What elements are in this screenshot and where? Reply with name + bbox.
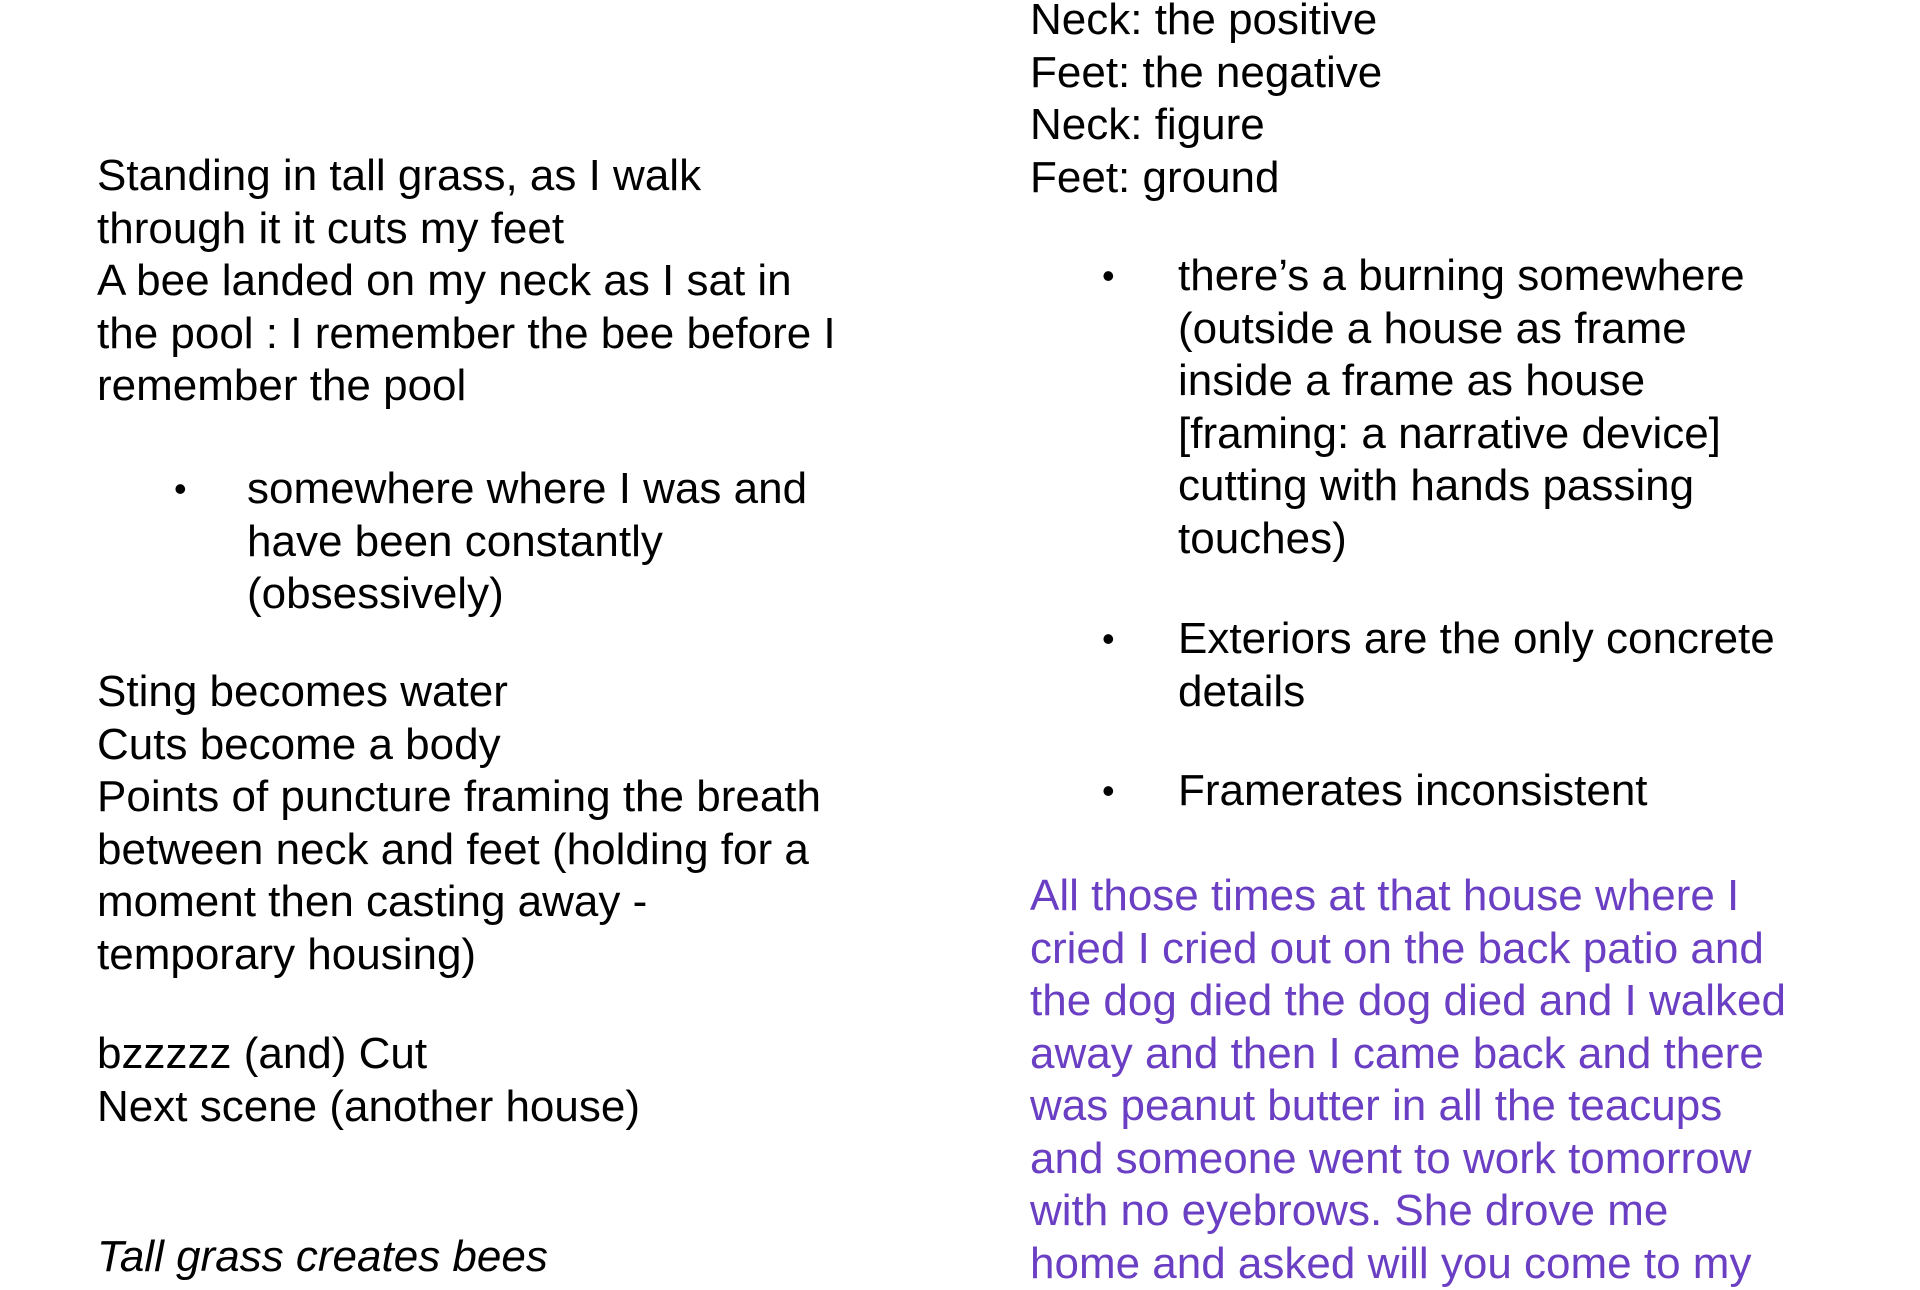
text-line: between neck and feet (holding for a	[97, 824, 821, 877]
paragraph-tall-grass	[97, 150, 836, 413]
italic-line	[97, 1231, 548, 1284]
text-line: the pool : I remember the bee before I	[97, 308, 836, 361]
purple-paragraph	[1030, 870, 1786, 1290]
text-line: cutting with hands passing	[1178, 460, 1860, 513]
text-line: Framerates inconsistent	[1178, 765, 1860, 818]
bullet-item-somewhere	[97, 463, 897, 621]
text-line: A bee landed on my neck as I sat in	[97, 255, 836, 308]
text-line: there’s a burning somewhere	[1178, 250, 1860, 303]
bullet-icon: •	[174, 463, 187, 516]
text-line: Feet: the negative	[1030, 47, 1382, 100]
bullet-text	[247, 463, 897, 621]
text-line: Next scene (another house)	[97, 1081, 640, 1134]
bullet-icon: •	[1102, 250, 1115, 303]
bullet-icon: •	[1102, 613, 1115, 666]
text-line: cried I cried out on the back patio and	[1030, 923, 1786, 976]
bullet-text	[1178, 765, 1860, 818]
text-line: bzzzzz (and) Cut	[97, 1028, 640, 1081]
bullet-text	[1178, 613, 1860, 718]
paragraph-sting	[97, 666, 821, 981]
text-line: Points of puncture framing the breath	[97, 771, 821, 824]
text-line: was peanut butter in all the teacups	[1030, 1080, 1786, 1133]
bullet-item-framerates	[1030, 765, 1860, 818]
bullet-text	[1178, 250, 1860, 565]
text-line: remember the pool	[97, 360, 836, 413]
text-line: the dog died the dog died and I walked	[1030, 975, 1786, 1028]
text-line: home and asked will you come to my	[1030, 1238, 1786, 1290]
text-line: through it it cuts my feet	[97, 203, 836, 256]
text-line: and someone went to work tomorrow	[1030, 1133, 1786, 1186]
text-line: inside a frame as house	[1178, 355, 1860, 408]
text-line: moment then casting away -	[97, 876, 821, 929]
text-line: details	[1178, 666, 1860, 719]
text-line: have been constantly	[247, 516, 897, 569]
text-line: Neck: figure	[1030, 99, 1382, 152]
text-line: somewhere where I was and	[247, 463, 897, 516]
text-line: temporary housing)	[97, 929, 821, 982]
neck-feet-list	[1030, 0, 1382, 204]
bullet-item-burning	[1030, 250, 1860, 565]
text-line: Feet: ground	[1030, 152, 1382, 205]
text-line: Tall grass creates bees	[97, 1231, 548, 1284]
text-line: Sting becomes water	[97, 666, 821, 719]
text-line: (obsessively)	[247, 568, 897, 621]
text-line: (outside a house as frame	[1178, 303, 1860, 356]
text-line: with no eyebrows. She drove me	[1030, 1185, 1786, 1238]
text-line: Neck: the positive	[1030, 0, 1382, 47]
text-line: [framing: a narrative device]	[1178, 408, 1860, 461]
text-line: Cuts become a body	[97, 719, 821, 772]
text-line: away and then I came back and there	[1030, 1028, 1786, 1081]
bullet-item-exteriors	[1030, 613, 1860, 718]
bullet-icon: •	[1102, 765, 1115, 818]
paragraph-bzzzzz	[97, 1028, 640, 1133]
text-line: touches)	[1178, 513, 1860, 566]
text-line: Exteriors are the only concrete	[1178, 613, 1860, 666]
text-line: Standing in tall grass, as I walk	[97, 150, 836, 203]
text-line: All those times at that house where I	[1030, 870, 1786, 923]
